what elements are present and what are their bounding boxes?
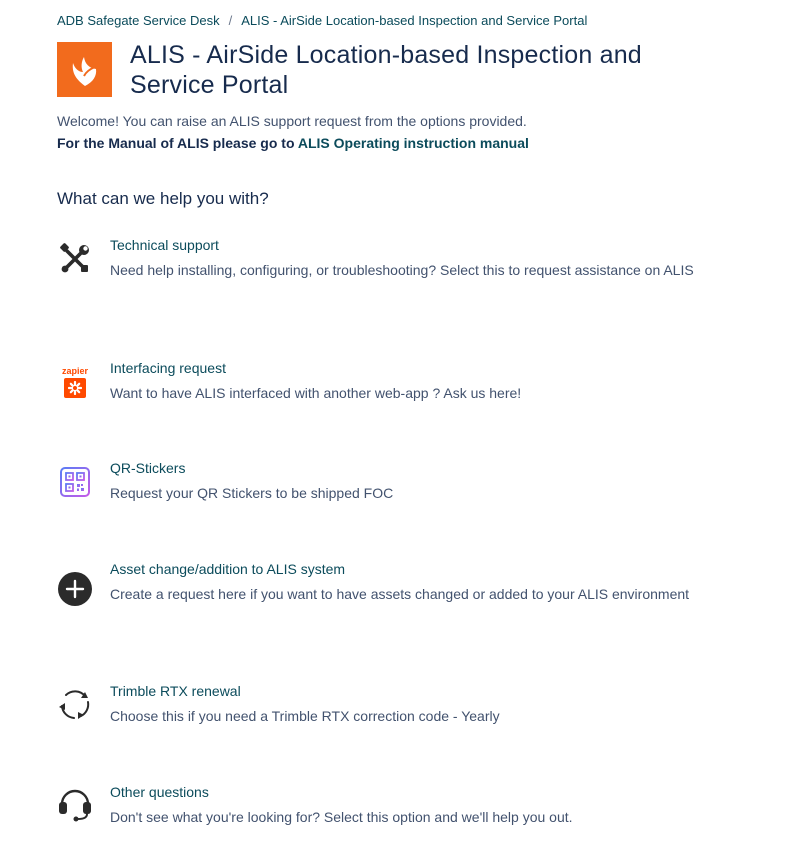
option-description: Create a request here if you want to have assets changed or added to your ALIS environment: [110, 586, 690, 602]
option-title: QR-Stickers: [110, 460, 186, 476]
plus-circle-icon: [57, 571, 93, 607]
option-description: Request your QR Stickers to be shipped FOC: [110, 485, 394, 501]
option-title: Asset change/addition to ALIS system: [110, 561, 346, 577]
wrench-screwdriver-icon: [57, 241, 93, 277]
manual-prefix: For the Manual of ALIS please go to: [57, 135, 298, 151]
breadcrumb: [57, 13, 587, 28]
option-title: Other questions: [110, 784, 209, 800]
manual-line: [57, 134, 529, 152]
option-title: Trimble RTX renewal: [110, 683, 241, 699]
option-asset-change[interactable]: [57, 561, 737, 631]
option-title: Interfacing request: [110, 360, 226, 376]
option-description: Want to have ALIS interfaced with another web-app ? Ask us here!: [110, 385, 522, 401]
option-interfacing-request[interactable]: [57, 360, 737, 410]
renew-arrows-icon: [57, 686, 93, 722]
breadcrumb-service-desk[interactable]: ADB Safegate Service Desk: [57, 13, 220, 28]
zapier-icon: [57, 364, 93, 400]
option-qr-stickers[interactable]: [57, 460, 737, 510]
zapier-wordmark: zapier: [61, 366, 88, 376]
manual-link[interactable]: ALIS Operating instruction manual: [297, 135, 529, 151]
option-description: Choose this if you need a Trimble RTX correction code - Yearly: [110, 708, 500, 724]
option-description: Don't see what you're looking for? Select this option and we'll help you out.: [110, 809, 573, 825]
welcome-text: Welcome! You can raise an ALIS support request from the options provided.: [57, 113, 527, 129]
option-trimble-rtx-renewal[interactable]: [57, 683, 737, 733]
option-description: Need help installing, configuring, or troubleshooting? Select this to request assistance on ALIS: [110, 262, 694, 278]
qr-code-icon: [57, 464, 93, 500]
help-heading: What can we help you with?: [57, 189, 269, 208]
portal-title: ALIS - AirSide Location-based Inspection and Service Portal: [130, 41, 642, 99]
breadcrumb-separator: /: [228, 13, 233, 28]
breadcrumb-alis-portal[interactable]: ALIS - AirSide Location-based Inspection and Service Portal: [241, 13, 588, 28]
option-other-questions[interactable]: [57, 784, 737, 834]
option-title: Technical support: [110, 237, 219, 253]
adb-safegate-logo-icon: [57, 42, 112, 97]
option-technical-support[interactable]: [57, 237, 737, 307]
headset-icon: [57, 785, 93, 821]
zapier-asterisk-badge: [64, 378, 86, 398]
